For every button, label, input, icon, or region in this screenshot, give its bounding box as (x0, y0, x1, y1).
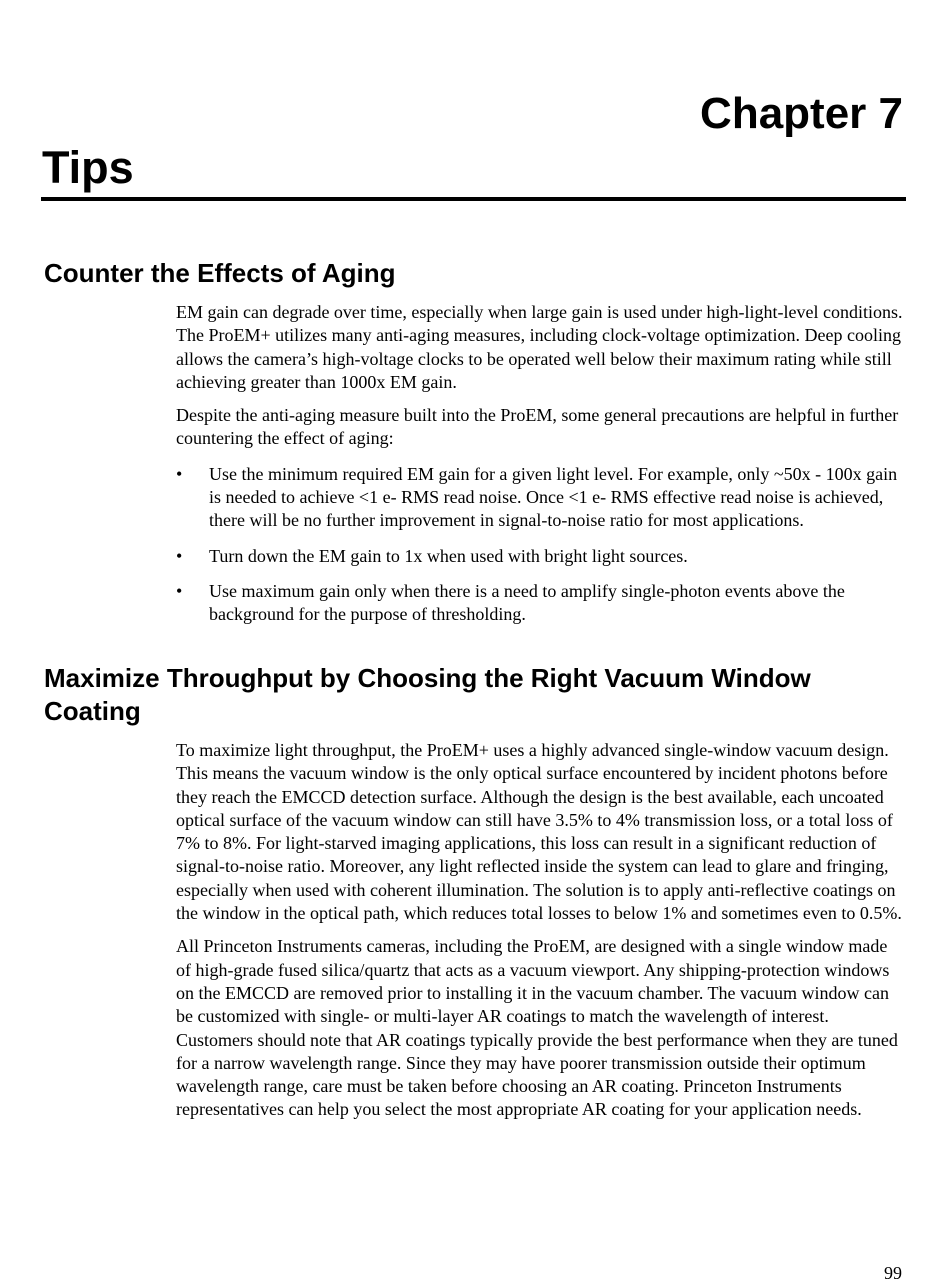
paragraph: To maximize light throughput, the ProEM+ uses a highly advanced single-window vacuum design. This means the vacuum window is the only optical surface encountered by incident photons before they reach the EMCCD detection surface. Although the design is the best available, each uncoated optical surface of the vacuum window can still have 3.5% to 4% transmission loss, or a total loss of 7% to 8%. For light-starved imaging applications, this loss can result in a significant reduction of signal-to-noise ratio. Moreover, any light reflected inside the system can lead to glare and fringing, especially when used with coherent illumination. The solution is to apply anti-reflective coatings on the window in the optical path, which reduces total losses to below 1% and sometimes even to 0.5%. (176, 740, 902, 924)
list-item-text: Use maximum gain only when there is a need to amplify single-photon events above the background for the purpose of thresholding. (209, 580, 845, 625)
section-heading-aging: Counter the Effects of Aging (44, 258, 396, 288)
list-item-text: Turn down the EM gain to 1x when used with bright light sources. (209, 545, 688, 566)
paragraph: Despite the anti-aging measure built into the ProEM, some general precautions are helpful in further countering the effect of aging: (176, 405, 899, 449)
bullet-icon: • (176, 545, 183, 566)
bullet-icon: • (176, 580, 183, 601)
section-heading-line: Coating (44, 696, 141, 726)
list-item-text: Use the minimum required EM gain for a given light level. For example, only ~50x - 100x gain is needed to achieve <1 e- RMS read noise. Once <1 e- RMS effective read noise is achieved, there will be no further improvement in signal-to-noise ratio for most applications. (209, 463, 898, 531)
list-item (176, 545, 906, 568)
title-rule (41, 197, 906, 201)
paragraph: EM gain can degrade over time, especially when large gain is used under high-light-level conditions. The ProEM+ utilizes many anti-aging measures, including clock-voltage optimization. Deep cooling allows the camera’s high-voltage clocks to be operated well below their maximum rating while still achieving greater than 1000x EM gain. (176, 302, 903, 392)
chapter-title: Tips (42, 142, 134, 193)
section-aging-body (176, 301, 906, 627)
section-heading-line: Maximize Throughput by Choosing the Right Vacuum Window (44, 663, 811, 693)
list-item (176, 580, 906, 627)
precautions-list (176, 463, 906, 627)
list-item (176, 463, 906, 533)
section-throughput-body (176, 739, 906, 1122)
section-heading-throughput (44, 662, 811, 728)
bullet-icon: • (176, 463, 183, 484)
page-number: 99 (884, 1263, 902, 1283)
paragraph: All Princeton Instruments cameras, including the ProEM, are designed with a single window made of high-grade fused silica/quartz that acts as a vacuum viewport. Any shipping-protection windows on the EMCCD are removed prior to installing it in the vacuum chamber. The vacuum window can be customized with single- or multi-layer AR coatings to match the wavelength of interest. Customers should note that AR coatings typically provide the best performance when they are tuned for a narrow wavelength range. Since they may have poorer transmission outside their optimum wavelength range, care must be taken before choosing an AR coating. Princeton Instruments representatives can help you select the most appropriate AR coating for your application needs. (176, 936, 898, 1120)
chapter-label: Chapter 7 (700, 89, 903, 138)
